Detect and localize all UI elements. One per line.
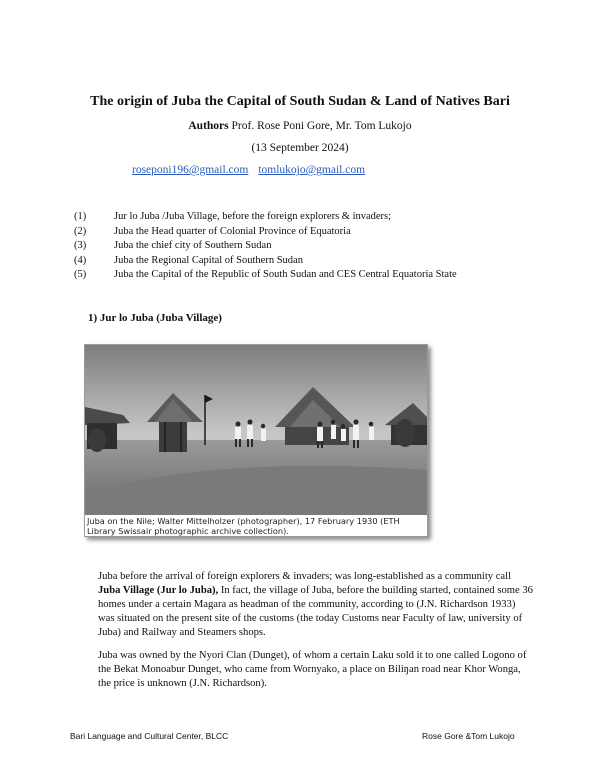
toc-number: (4)	[74, 254, 87, 266]
publication-date: (13 September 2024)	[251, 142, 349, 154]
toc-number: (5)	[74, 269, 87, 281]
toc-item	[74, 225, 457, 240]
footer-right: Rose Gore &Tom Lukojo	[422, 731, 515, 741]
toc-text: Juba the Capital of the Republic of South Sudan and CES Central Equatoria State	[114, 269, 457, 281]
toc-text: Jur lo Juba /Juba Village, before the foreign explorers & invaders;	[114, 211, 392, 222]
toc-number: (3)	[74, 240, 87, 252]
toc-item	[74, 210, 457, 225]
paragraph-text: In fact, the village of Juba, before the building started, contained some 36 homes under a certain Magara as headman of the community, according to (J.N. Richardson 1933) was situated on the present site of the customs (the today Customs near Faculty of law, university of Juba) and Railway and Steamers shops.	[98, 585, 533, 638]
paragraph-juba-village	[98, 570, 534, 640]
photo-caption: Juba on the Nile; Walter Mittelholzer (photographer), 17 February 1930 (ETH Library Swissair photographic archive collection).	[87, 516, 423, 536]
paper-title: The origin of Juba the Capital of South Sudan & Land of Natives Bari	[90, 94, 510, 109]
section-heading: 1) Jur lo Juba (Juba Village)	[88, 312, 222, 324]
authors-names: Prof. Rose Poni Gore, Mr. Tom Lukojo	[228, 120, 412, 132]
historic-photo-figure	[84, 344, 428, 537]
toc-text: Juba the Head quarter of Colonial Province of Equatoria	[114, 225, 351, 237]
toc-item	[74, 254, 457, 269]
toc-number: (1)	[74, 211, 87, 222]
toc-item	[74, 268, 457, 283]
juba-village-photo	[85, 345, 427, 515]
email-link-rose[interactable]: roseponi196@gmail.com	[132, 164, 249, 176]
toc-text: Juba the chief city of Southern Sudan	[114, 240, 272, 252]
paragraph-emphasis: Juba Village (Jur lo Juba),	[98, 585, 219, 596]
footer-left: Bari Language and Cultural Center, BLCC	[70, 731, 229, 741]
table-of-contents	[74, 210, 457, 283]
paragraph-ownership: Juba was owned by the Nyori Clan (Dunget), of whom a certain Laku sold it to one called Logono of the Bekat Monoabur Dunget, who came from Wornyako, a place on Biliŋan road near Khor Wonga, the price is unknown (J.N. Richardson).	[98, 650, 527, 689]
email-links	[132, 164, 375, 176]
authors-label: Authors	[188, 120, 229, 132]
email-link-tom[interactable]: tomlukojo@gmail.com	[258, 164, 366, 176]
paragraph-text: Juba before the arrival of foreign explorers & invaders; was long-established as a community call	[98, 571, 512, 582]
toc-text: Juba the Regional Capital of Southern Sudan	[114, 254, 303, 266]
toc-item	[74, 239, 457, 254]
authors-line	[0, 120, 600, 132]
toc-number: (2)	[74, 225, 87, 237]
